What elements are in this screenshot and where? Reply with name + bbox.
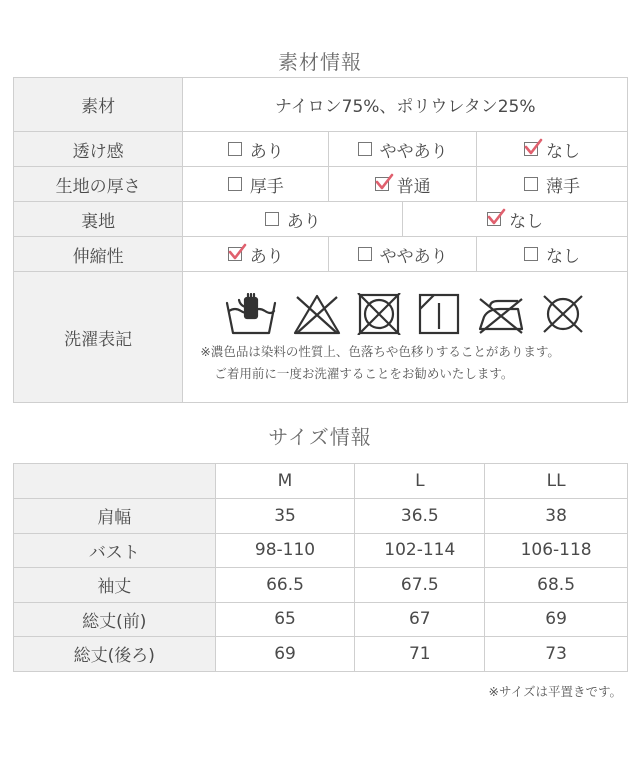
size-cell: 66.5 — [215, 568, 355, 603]
checkbox-icon — [358, 142, 372, 156]
table-row — [14, 499, 628, 534]
lining-option-2: なし — [403, 202, 628, 237]
thickness-option-1: 厚手 — [183, 167, 329, 202]
care-note-line-1: ※濃色品は染料の性質上、色落ちや色移りすることがあります。 — [200, 344, 560, 359]
checkbox-checked-icon — [375, 177, 389, 191]
stretch-option-3: なし — [477, 237, 628, 272]
size-cell: 69 — [215, 637, 355, 672]
size-cell: 36.5 — [355, 499, 485, 534]
care-label: 洗濯表記 — [14, 272, 183, 403]
size-cell: 67 — [355, 602, 485, 637]
material-row — [14, 78, 628, 132]
lining-label: 裏地 — [14, 202, 183, 237]
sheerness-option-2: ややあり — [329, 132, 477, 167]
size-cell: 65 — [215, 602, 355, 637]
checkbox-icon — [228, 177, 242, 191]
no-dry-clean-icon — [540, 293, 586, 335]
size-row-label: 肩幅 — [14, 499, 216, 534]
size-section-title: サイズ情報 — [268, 425, 372, 449]
care-row — [14, 272, 628, 403]
checkbox-checked-icon — [487, 212, 501, 226]
size-header-blank — [14, 464, 216, 499]
size-cell: 67.5 — [355, 568, 485, 603]
size-cell: 69 — [485, 602, 628, 637]
size-cell: 102-114 — [355, 533, 485, 568]
care-note-line-2: ご着用前に一度お洗濯することをお勧めいたします。 — [214, 366, 514, 381]
size-cell: 73 — [485, 637, 628, 672]
checkbox-icon — [524, 247, 538, 261]
checkbox-icon — [524, 177, 538, 191]
material-table — [13, 77, 628, 403]
size-row-label: バスト — [14, 533, 216, 568]
material-label: 素材 — [14, 78, 183, 132]
material-value: ナイロン75%、ポリウレタン25% — [183, 78, 628, 132]
checkbox-icon — [228, 142, 242, 156]
stretch-option-1: あり — [183, 237, 329, 272]
thickness-option-2: 普通 — [329, 167, 477, 202]
stretch-row — [14, 237, 628, 272]
sheerness-option-1: あり — [183, 132, 329, 167]
size-footnote: ※サイズは平置きです。 — [488, 684, 622, 699]
care-icons — [183, 293, 627, 335]
size-row-label: 総丈(前) — [14, 602, 216, 637]
checkmark-icon — [487, 208, 505, 226]
material-section-title: 素材情報 — [278, 50, 362, 74]
size-row-label: 袖丈 — [14, 568, 216, 603]
table-row — [14, 533, 628, 568]
no-bleach-icon — [292, 293, 342, 335]
stretch-option-2: ややあり — [329, 237, 477, 272]
table-row — [14, 602, 628, 637]
size-cell: 38 — [485, 499, 628, 534]
size-cell: 106-118 — [485, 533, 628, 568]
size-header-l: L — [355, 464, 485, 499]
size-cell: 71 — [355, 637, 485, 672]
size-row-label: 総丈(後ろ) — [14, 637, 216, 672]
hand-wash-icon — [224, 293, 278, 335]
table-row — [14, 637, 628, 672]
sheerness-row — [14, 132, 628, 167]
size-table — [13, 463, 628, 672]
lining-option-1: あり — [183, 202, 403, 237]
size-cell: 68.5 — [485, 568, 628, 603]
thickness-option-3: 薄手 — [477, 167, 628, 202]
drip-dry-shade-icon — [416, 293, 462, 335]
thickness-label: 生地の厚さ — [14, 167, 183, 202]
checkbox-icon — [265, 212, 279, 226]
checkmark-icon — [524, 138, 542, 156]
size-header-row — [14, 464, 628, 499]
no-tumble-dry-icon — [356, 293, 402, 335]
care-content — [183, 272, 628, 403]
thickness-row — [14, 167, 628, 202]
no-iron-icon — [476, 293, 526, 335]
lining-row — [14, 202, 628, 237]
checkbox-checked-icon — [524, 142, 538, 156]
size-header-m: M — [215, 464, 355, 499]
stretch-label: 伸縮性 — [14, 237, 183, 272]
care-note — [183, 341, 627, 385]
size-header-ll: LL — [485, 464, 628, 499]
sheerness-option-3: なし — [477, 132, 628, 167]
checkbox-checked-icon — [228, 247, 242, 261]
size-cell: 35 — [215, 499, 355, 534]
size-cell: 98-110 — [215, 533, 355, 568]
sheerness-label: 透け感 — [14, 132, 183, 167]
checkbox-icon — [358, 247, 372, 261]
table-row — [14, 568, 628, 603]
checkmark-icon — [228, 243, 246, 261]
checkmark-icon — [375, 173, 393, 191]
